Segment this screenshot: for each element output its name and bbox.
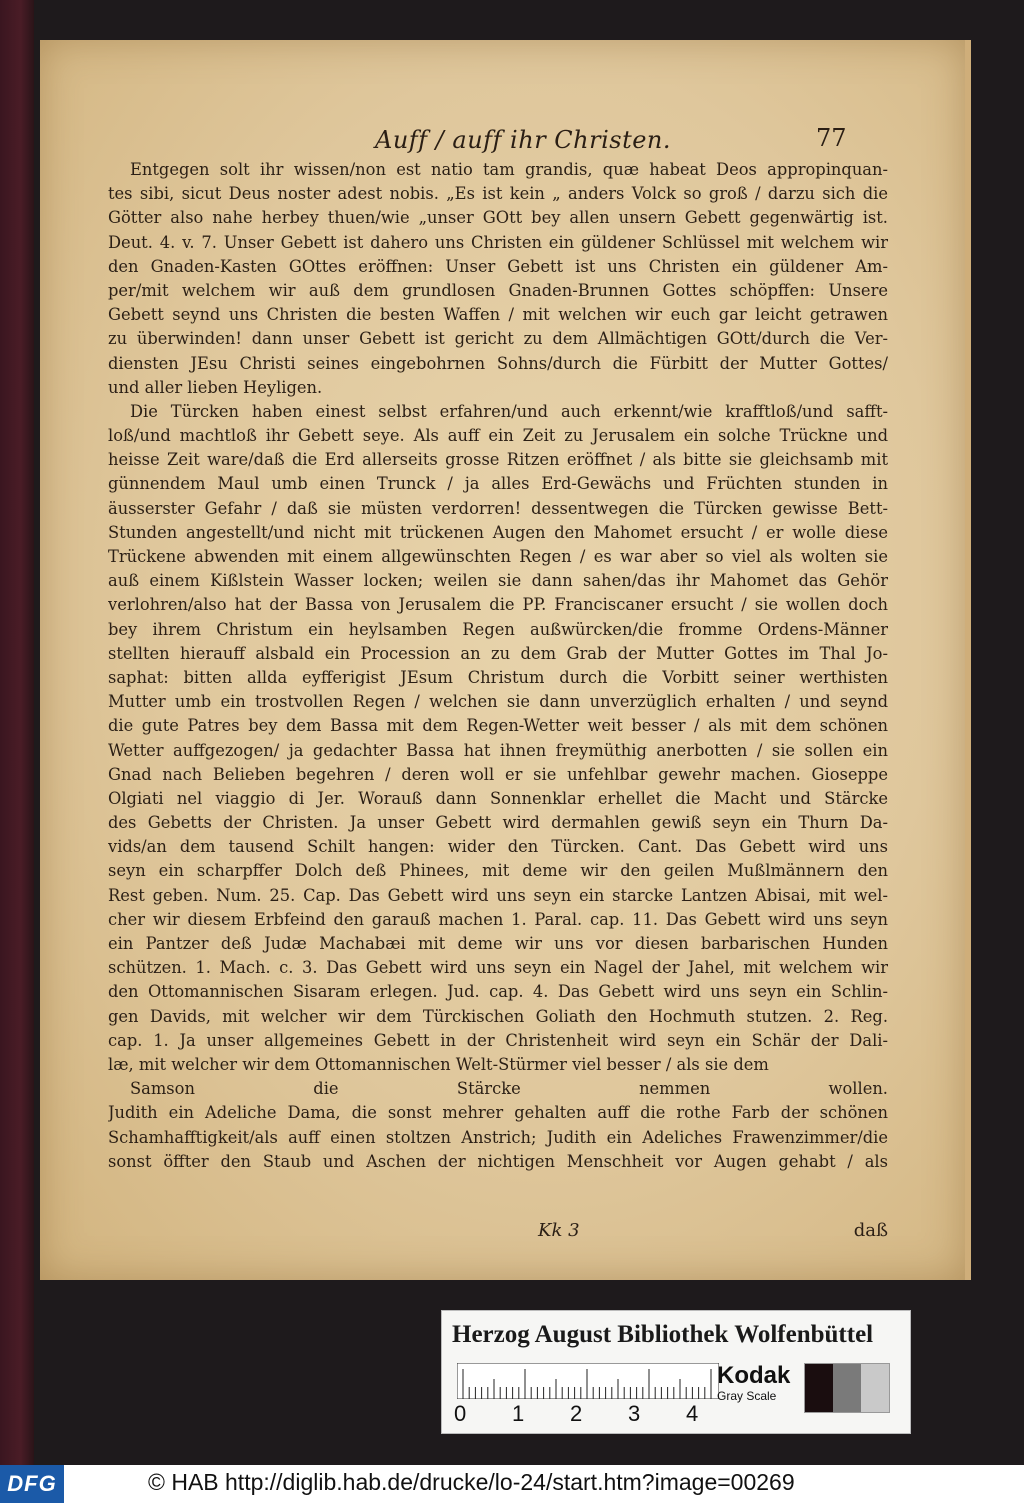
gray-scale-patches	[804, 1363, 890, 1413]
text-line: Die Türcken haben einest selbst erfahren/und auch erkennt/wie krafftloß/und safft-	[130, 401, 888, 421]
board-edge	[0, 0, 34, 1465]
copyright-line: © HAB http://diglib.hab.de/drucke/lo-24/start.htm?image=00269	[148, 1469, 795, 1495]
text-line: per/mit welchem wir auß dem grundlosen Gnaden-Brunnen Gottes schöpffen: Unsere	[108, 280, 888, 300]
dfg-logo: DFG	[0, 1465, 64, 1503]
text-line: sonst öffter den Staub und Aschen der nichtigen Menschheit vor Augen gehabt / als	[108, 1151, 888, 1171]
text-line: bey ihrem Christum ein heylsamben Regen außwürcken/die fromme Ordens-Männer	[108, 619, 888, 639]
text-line: tes sibi, sicut Deus noster adest nobis. „Es ist kein „ anders Volck so groß / darzu sich die	[108, 184, 888, 204]
gray-patch	[833, 1364, 861, 1412]
text-line: diensten JEsu Christi seines eingebohrnen Sohns/durch die Fürbitt der Mutter Gottes/	[108, 353, 888, 373]
text-line: Mutter umb ein trostvollen Regen / welchen sie dann unverzüglich erhalten / und seynd	[108, 692, 888, 712]
ruler-number: 0	[454, 1401, 467, 1426]
text-line: gen Davids, mit welcher wir dem Türckischen Goliath den Hochmuth stutzen. 2. Reg.	[108, 1006, 888, 1026]
text-line: Rest geben. Num. 25. Cap. Das Gebett wird uns seyn ein starcke Lantzen Abisai, mit wel-	[108, 885, 888, 905]
text-line: schützen. 1. Mach. c. 3. Das Gebett wird uns seyn ein Nagel der Jahel, mit welchem wir	[108, 958, 888, 978]
text-line: zu überwinden! dann unser Gebett ist gericht zu dem Allmächtigen GOtt/durch die Ver-	[108, 329, 888, 349]
text-line: Gebett seynd uns Christen die besten Waffen / mit welchen wir euch gar leicht getrawen	[108, 305, 888, 325]
text-line: Schamhafftigkeit/als auff einen stoltzen Anstrich; Judith ein Adeliches Frawenzimmer/die	[108, 1127, 888, 1147]
ruler-scale	[457, 1363, 719, 1399]
ruler-labels	[454, 1401, 744, 1427]
text-line: den Ottomannischen Sisaram erlegen. Jud. cap. 4. Das Gebett wird uns seyn ein Schlin-	[108, 982, 888, 1002]
text-line: Samson die Stärcke nemmen wollen.	[130, 1079, 888, 1099]
text-line: Deut. 4. v. 7. Unser Gebett ist dahero uns Christen ein güldener Schlüssel mit welchem wir	[108, 232, 888, 252]
text-line: cap. 1. Ja unser allgemeines Gebett in der Christenheit wird seyn ein Schär der Dali-	[108, 1030, 888, 1050]
text-line: heisse Zeit ware/daß die Erd allerseits grosse Ritzen eröffnet / als bitte sie gleichsamb mit	[108, 450, 888, 470]
text-line: Olgiati nel viaggio di Jer. Worauß dann Sonnenklar erhellet die Macht und Stärcke	[108, 788, 888, 808]
book-page	[40, 40, 971, 1280]
text-line: cher wir diesem Erbfeind den garauß machen 1. Paral. cap. 11. Das Gebett wird uns seyn	[108, 909, 888, 929]
text-line: äusserster Gefahr / daß sie müsten verdorren! dessentwegen die Türcken gewisse Bett-	[108, 498, 888, 518]
text-line: verlohren/also hat der Bassa von Jerusalem die PP. Franciscaner ersucht / sie wollen doch	[108, 595, 888, 615]
running-title: Auff / auff ihr Christen.	[375, 126, 672, 154]
ruler-number: 4	[686, 1401, 699, 1426]
text-line: Gnad nach Belieben begehren / deren woll er sie unfehlbar gewehr machen. Gioseppe	[108, 764, 888, 784]
gray-patch	[805, 1364, 833, 1412]
page-number: 77	[816, 124, 847, 152]
text-line: günnendem Maul umb einen Trunck / ja alles Erd-Gewächs und Früchten stunden in	[108, 474, 888, 494]
ruler-number: 1	[512, 1401, 525, 1426]
ruler-number: 3	[628, 1401, 641, 1426]
kodak-brand: Kodak	[717, 1362, 791, 1389]
text-line: Götter also nahe herbey thuen/wie „unser GOtt bey allen unsern Gebett gegenwärtig ist.	[108, 208, 888, 228]
ruler-number: 2	[570, 1401, 583, 1426]
signature-mark: Kk 3	[538, 1220, 580, 1241]
text-line: læ, mit welcher wir dem Ottomannischen Welt-Stürmer viel besser / als sie dem	[108, 1054, 769, 1074]
text-line: und aller lieben Heyligen.	[108, 377, 323, 397]
text-line: den Gnaden-Kasten GOttes eröffnen: Unser Gebett ist uns Christen ein güldener Am-	[108, 256, 888, 276]
signature-line	[108, 1220, 888, 1250]
library-label	[441, 1310, 911, 1434]
text-line: Wetter auffgezogen/ ja gedachter Bassa hat ihnen freymüthig anerbotten / sie sollen ein	[108, 740, 888, 760]
kodak-subtitle: Gray Scale	[717, 1389, 777, 1403]
text-line: Stunden angestellt/und nicht mit trückenen Augen den Mahomet ersucht / er wolle diese	[108, 522, 888, 542]
footer-bar	[0, 1465, 1024, 1503]
text-line: stellten hierauff alsbald ein Procession an zu dem Grab der Mutter Gottes im Thal Jo-	[108, 643, 888, 663]
library-name: Herzog August Bibliothek Wolfenbüttel	[452, 1321, 874, 1348]
page-text	[108, 158, 888, 1174]
text-line: Trückene abwenden mit einem allgewünschten Regen / es war aber so viel als wolten sie	[108, 547, 888, 566]
kodak-colorbar	[717, 1363, 802, 1407]
text-line: des Gebetts der Christen. Ja unser Gebett wird dermahlen gewiß seyn ein Thurn Da-	[108, 813, 888, 833]
text-line: saphat: bitten allda eyfferigist JEsum Christum durch die Vorbitt seiner werthisten	[108, 667, 888, 687]
text-line: die gute Patres bey dem Bassa mit dem Regen-Wetter weit besser / als mit dem schönen	[108, 716, 888, 736]
text-line: loß/und machtloß ihr Gebett seye. Als auff ein Zeit zu Jerusalem ein solche Trückne und	[108, 426, 888, 446]
page-header	[40, 122, 965, 162]
catchword: daß	[853, 1220, 888, 1241]
text-line: Entgegen solt ihr wissen/non est natio tam grandis, quæ habeat Deos appropinquan-	[130, 160, 888, 179]
text-line: ein Pantzer deß Judæ Machabæi mit deme wir uns vor diesen barbarischen Hunden	[108, 934, 888, 953]
text-line: vids/an dem tausend Schilt hangen: wider den Türcken. Cant. Das Gebett wird uns	[108, 837, 888, 857]
gray-patch	[861, 1364, 889, 1412]
text-line: Judith ein Adeliche Dama, die sonst mehrer gehalten auff die rothe Farb der schönen	[108, 1103, 888, 1123]
text-line: seyn ein scharpffer Dolch deß Phinees, mit deme wir den geilen Mußlmännern den	[108, 861, 888, 881]
text-line: auß einem Kißlstein Wasser locken; weilen sie dann sahen/das ihr Mahomet das Gehör	[108, 571, 888, 591]
